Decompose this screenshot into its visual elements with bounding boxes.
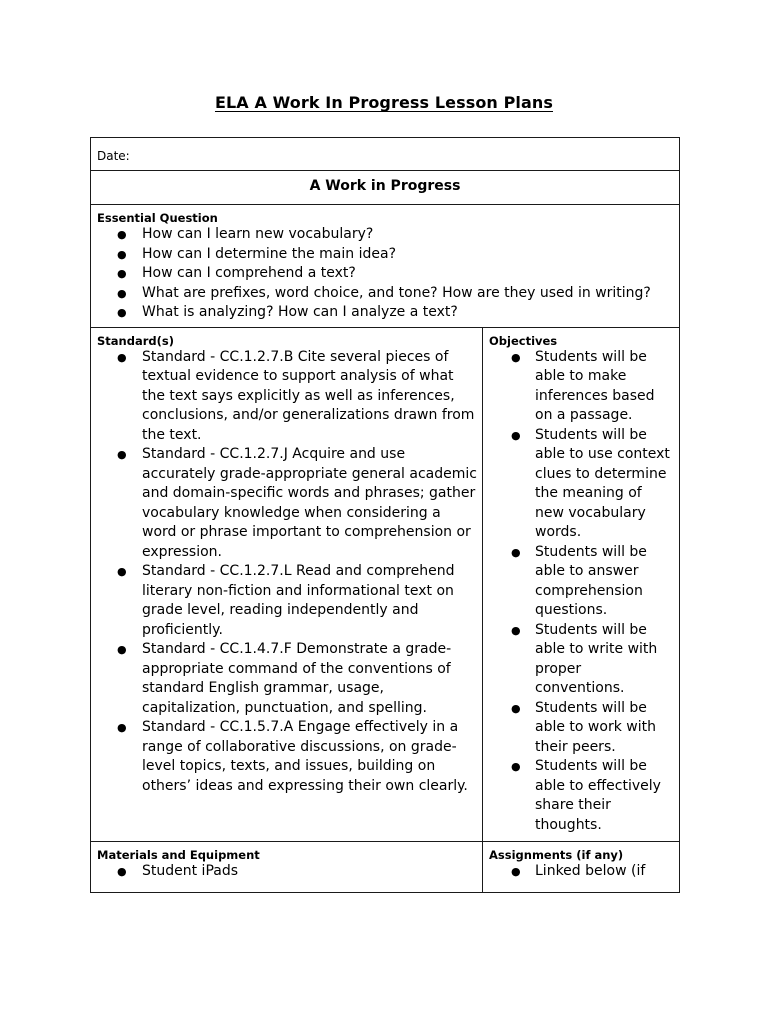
bullet-icon: ● [511, 865, 521, 878]
list-item [91, 225, 675, 245]
list-item [483, 348, 675, 426]
list-item [91, 862, 478, 882]
list-item [483, 621, 675, 699]
bullet-icon: ● [117, 643, 127, 656]
standards-list [91, 348, 482, 803]
list-item-text: Standard - CC.1.2.7.B Cite several pieces of textual evidence to support analysis of what the text says explicitly as well as inferences, conclusions, and/or generalizations drawn from the text. [142, 348, 475, 443]
list-item-text: Students will be able to answer comprehension questions. [535, 543, 647, 618]
list-item-text: How can I comprehend a text? [142, 265, 356, 281]
date-label: Date: [97, 149, 130, 163]
bullet-icon: ● [511, 623, 521, 637]
standards-cell [91, 327, 483, 842]
date-cell[interactable] [91, 138, 680, 171]
list-item-text: Standard - CC.1.4.7.F Demonstrate a grade-appropriate command of the conventions of standard English grammar, usage, capitalization, punctuation, and spelling. [142, 641, 452, 716]
essential-question-list [91, 225, 679, 327]
list-item [91, 640, 478, 718]
essential-question-cell [91, 205, 680, 328]
date-row [91, 138, 680, 171]
bullet-icon: ● [117, 865, 127, 878]
essential-question-row [91, 205, 680, 328]
bullet-icon: ● [117, 448, 127, 461]
bullet-icon: ● [117, 247, 127, 261]
bullet-icon: ● [117, 350, 127, 364]
bullet-icon: ● [117, 565, 127, 578]
list-item [91, 284, 675, 304]
essential-question-label: Essential Question [97, 211, 218, 225]
bullet-icon: ● [117, 286, 127, 300]
list-item-text: What are prefixes, word choice, and tone? How are they used in writing? [142, 284, 651, 301]
list-item [91, 348, 478, 446]
materials-cell [91, 842, 483, 893]
objectives-list [483, 348, 679, 842]
list-item [91, 562, 478, 640]
list-item-text: Student iPads [142, 863, 239, 879]
bullet-icon: ● [117, 228, 127, 241]
list-item [483, 862, 675, 882]
list-item-text: Students will be able to make inferences based on a passage. [535, 348, 655, 423]
list-item [91, 718, 478, 796]
assignments-label: Assignments (if any) [489, 848, 624, 862]
list-item [483, 426, 675, 543]
assignments-cell [483, 842, 680, 893]
materials-label: Materials and Equipment [97, 848, 260, 862]
assignments-list [483, 862, 679, 888]
bullet-icon: ● [117, 306, 127, 319]
list-item [91, 303, 675, 323]
bullet-icon: ● [117, 267, 127, 280]
bullet-icon: ● [511, 428, 521, 442]
standards-objectives-row [91, 327, 680, 842]
lesson-title-row [91, 171, 680, 205]
lesson-plan-table [90, 137, 680, 893]
list-item-text: Linked below (if [535, 863, 646, 879]
bullet-icon: ● [511, 350, 521, 364]
bullet-icon: ● [511, 760, 521, 773]
bullet-icon: ● [511, 545, 521, 559]
list-item-text: How can I learn new vocabulary? [142, 226, 374, 242]
lesson-title: A Work in Progress [309, 178, 461, 194]
lesson-title-cell [91, 171, 680, 205]
list-item-text: Students will be able to write with proper conventions. [535, 621, 658, 696]
objectives-cell [483, 327, 680, 842]
bullet-icon: ● [511, 701, 521, 715]
list-item-text: Students will be able to work with their peers. [535, 699, 656, 755]
materials-assignments-row [91, 842, 680, 893]
list-item-text: Students will be able to use context clues to determine the meaning of new vocabulary words. [535, 426, 670, 540]
page-title: ELA A Work In Progress Lesson Plans [214, 93, 553, 112]
objectives-label: Objectives [489, 333, 558, 348]
materials-list [91, 862, 482, 888]
bullet-icon: ● [117, 721, 127, 734]
list-item [483, 699, 675, 758]
list-item-text: Standard - CC.1.5.7.A Engage effectively in a range of collaborative discussions, on grade-level topics, texts, and issues, building on others’ ideas and expressing their own clearly. [142, 719, 468, 794]
list-item [483, 543, 675, 621]
list-item-text: Standard - CC.1.2.7.J Acquire and use accurately grade-appropriate general academic and domain-specific words and phrases; gather vocabulary knowledge when considering a word or phrase important to comprehension or expression. [142, 446, 477, 560]
list-item-text: What is analyzing? How can I analyze a text? [142, 304, 458, 320]
list-item [91, 264, 675, 284]
list-item [483, 757, 675, 835]
standards-label: Standard(s) [97, 333, 174, 348]
list-item-text: How can I determine the main idea? [142, 245, 397, 262]
list-item [91, 445, 478, 562]
list-item-text: Students will be able to effectively share their thoughts. [535, 758, 661, 833]
list-item [91, 245, 675, 265]
list-item-text: Standard - CC.1.2.7.L Read and comprehend literary non-fiction and informational text on grade level, reading independently and proficiently. [142, 563, 455, 638]
